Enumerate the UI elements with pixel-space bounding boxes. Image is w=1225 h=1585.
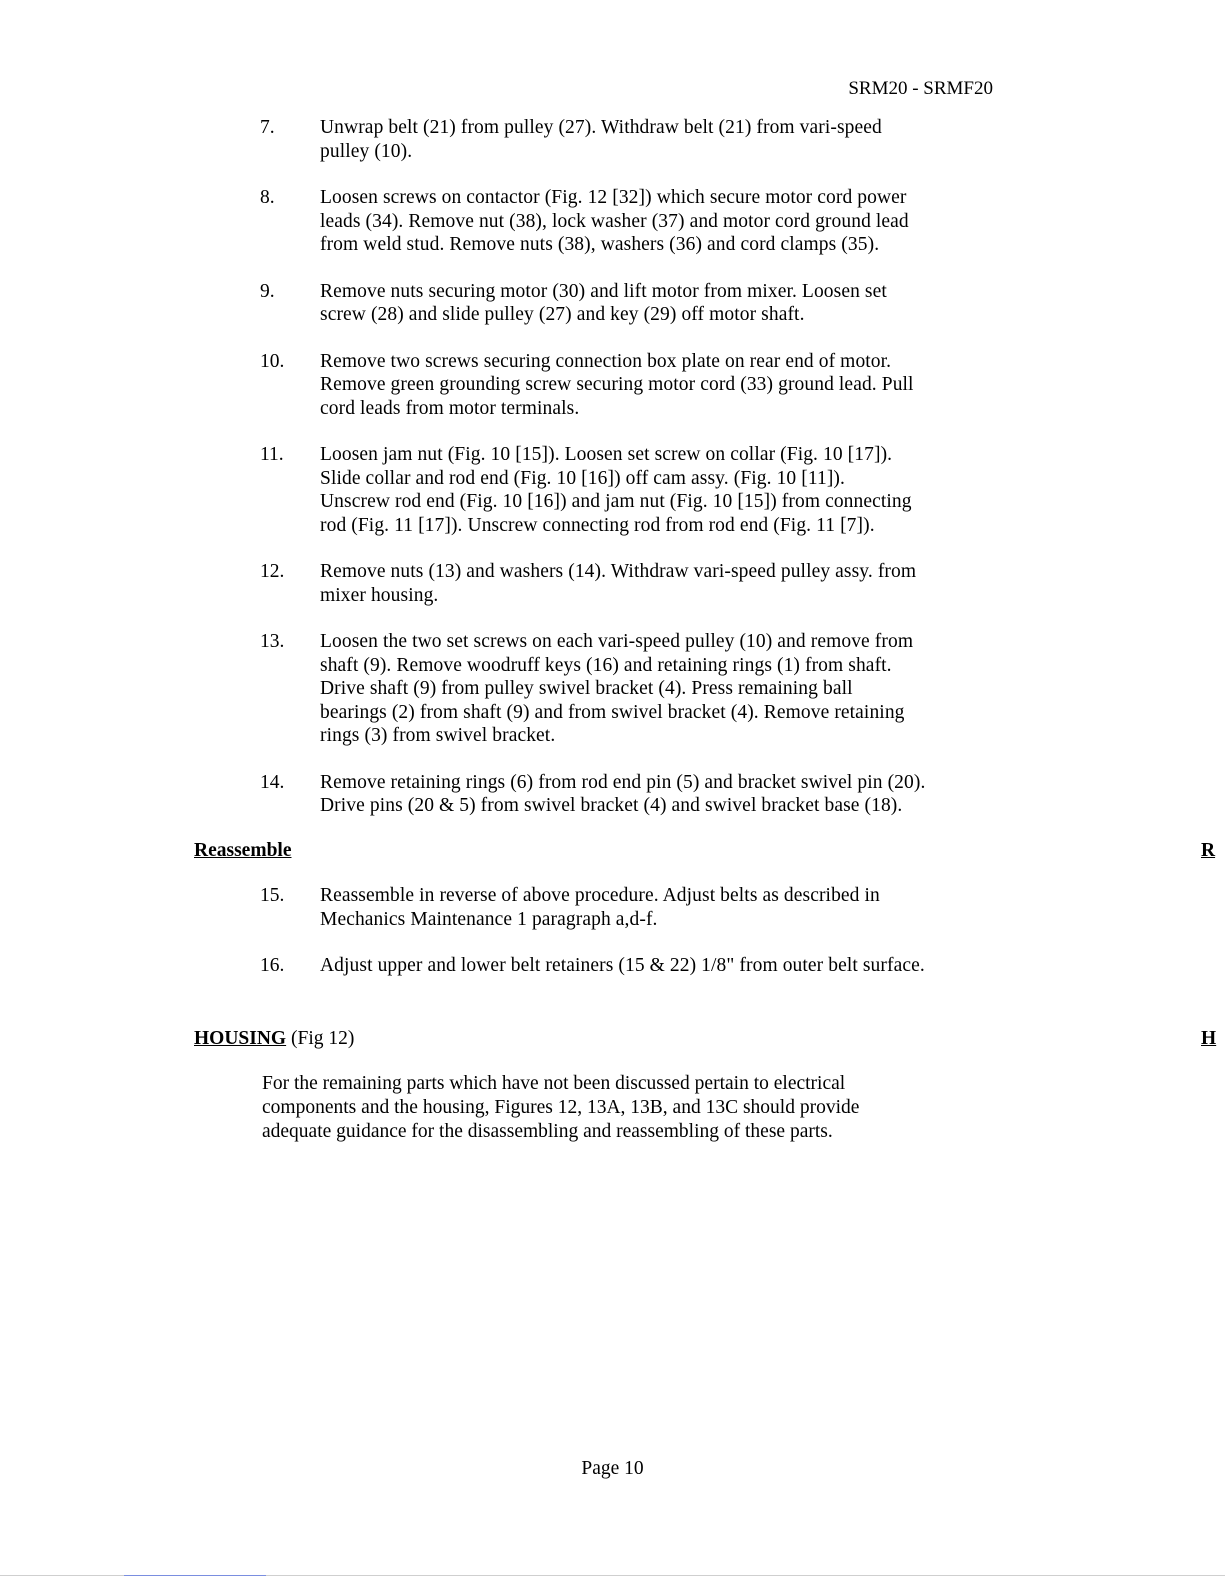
page-number: Page 10 <box>581 1458 644 1479</box>
step-12 <box>260 560 1030 607</box>
step-text: Adjust upper and lower belt retainers (15 & 22) 1/8" from outer belt surface. <box>320 955 925 976</box>
step-number: 15. <box>260 885 285 906</box>
step-text: Reassemble in reverse of above procedure. Adjust belts as described in Mechanics Maintenance 1 paragraph a,d-f. <box>320 885 880 930</box>
document-id-header: SRM20 - SRMF20 <box>848 78 993 99</box>
step-7 <box>260 116 1030 163</box>
step-text: Remove two screws securing connection box plate on rear end of motor. Remove green grounding screw securing motor cord (33) ground lead. Pull cord leads from motor terminals. <box>320 350 914 419</box>
housing-heading <box>194 1028 354 1050</box>
step-9 <box>260 280 1030 327</box>
margin-marker: H <box>1201 1028 1217 1049</box>
step-number: 14. <box>260 771 285 793</box>
step-14 <box>260 771 1030 818</box>
step-11 <box>260 443 1030 537</box>
bottom-divider-accent <box>124 1575 266 1576</box>
step-8 <box>260 186 1030 257</box>
housing-title: HOUSING <box>194 1028 287 1049</box>
disassembly-steps <box>260 116 1030 818</box>
housing-figure-ref: (Fig 12) <box>286 1028 355 1049</box>
step-15 <box>260 884 1030 931</box>
step-number: 13. <box>260 631 285 652</box>
step-text: Loosen the two set screws on each vari-speed pulley (10) and remove from shaft (9). Remove woodruff keys (16) and retaining rings (1) from shaft. Drive shaft (9) from pulley swivel bracket (4). Press remaining ball bearings (2) from shaft (9) and from swivel bracket (4). Remove retaining rings (3) from swivel bracket. <box>320 631 914 746</box>
reassemble-heading: Reassemble <box>194 840 292 861</box>
step-text: Remove nuts (13) and washers (14). Withdraw vari-speed pulley assy. from mixer housing. <box>320 561 917 606</box>
step-number: 8. <box>260 187 275 208</box>
step-13 <box>260 630 1030 748</box>
step-number: 9. <box>260 280 275 302</box>
step-number: 11. <box>260 444 284 465</box>
step-text: Loosen screws on contactor (Fig. 12 [32]) which secure motor cord power leads (34). Remove nut (38), lock washer (37) and motor cord ground lead from weld stud. Remove nuts (38), washers (36) and cord clamps (35). <box>320 187 909 255</box>
reassemble-steps <box>260 884 1030 978</box>
step-text: Unwrap belt (21) from pulley (27). Withdraw belt (21) from vari-speed pulley (10). <box>320 117 882 162</box>
step-text: Remove nuts securing motor (30) and lift motor from mixer. Loosen set screw (28) and slide pulley (27) and key (29) off motor shaft. <box>320 280 887 325</box>
step-number: 10. <box>260 350 285 372</box>
step-10 <box>260 350 1030 421</box>
step-text: Loosen jam nut (Fig. 10 [15]). Loosen set screw on collar (Fig. 10 [17]). Slide collar and rod end (Fig. 10 [16]) off cam assy. (Fig. 10 [11]). Unscrew rod end (Fig. 10 [16]) and jam nut (Fig. 10 [15]) from connecting rod (Fig. 11 [17]). Unscrew connecting rod from rod end (Fig. 11 [7]). <box>320 444 912 536</box>
step-number: 7. <box>260 117 275 138</box>
step-number: 16. <box>260 955 285 976</box>
step-16 <box>260 954 1030 978</box>
step-number: 12. <box>260 561 285 582</box>
step-text: Remove retaining rings (6) from rod end pin (5) and bracket swivel pin (20). Drive pins (20 & 5) from swivel bracket (4) and swivel bracket base (18). <box>320 771 926 816</box>
housing-paragraph: For the remaining parts which have not been discussed pertain to electrical components and the housing, Figures 12, 13A, 13B, and 13C should provide adequate guidance for the disassembling and reassembling of these parts. <box>262 1073 860 1142</box>
margin-marker: R <box>1201 840 1216 861</box>
